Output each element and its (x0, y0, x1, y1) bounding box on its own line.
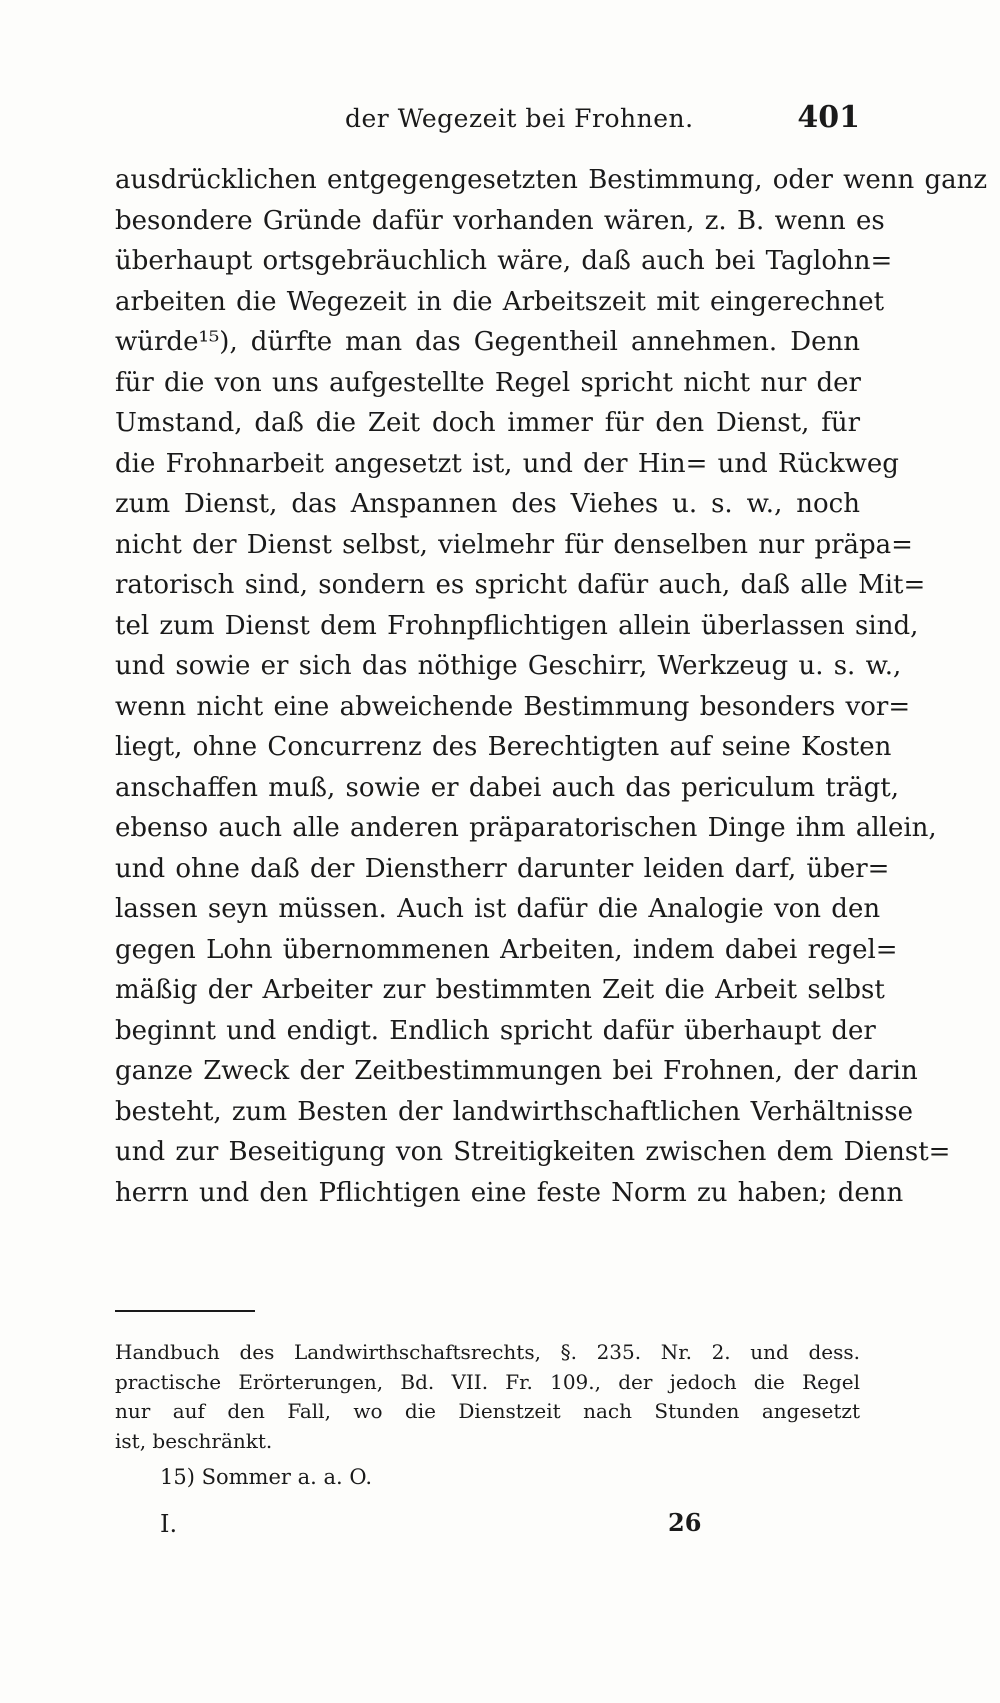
body-line: nicht der Dienst selbst, vielmehr für denselben nur präpa= (115, 529, 913, 560)
body-line: überhaupt ortsgebräuchlich wäre, daß auch bei Taglohn= (115, 246, 893, 276)
body-line: und sowie er sich das nöthige Geschirr, Werkzeug u. s. w., (115, 651, 902, 681)
body-line: mäßig der Arbeiter zur bestimmten Zeit die Arbeit selbst (115, 975, 885, 1005)
body-line: die Frohnarbeit angesetzt ist, und der Hin= und Rückweg (115, 448, 899, 479)
page-header (115, 100, 860, 140)
body-line: gegen Lohn übernommenen Arbeiten, indem dabei regel= (115, 934, 898, 965)
running-head: der Wegezeit bei Frohnen. (345, 104, 694, 133)
footnote-line: ist, beschränkt. (115, 1428, 273, 1453)
body-line: ebenso auch alle anderen präparatorischen Dinge ihm allein, (115, 813, 937, 843)
body-line: Umstand, daß die Zeit doch immer für den Dienst, für (115, 408, 860, 438)
signature-mark: I. (160, 1510, 178, 1538)
footnote-15: 15) Sommer a. a. O. (160, 1465, 372, 1489)
footnote-line: nur auf den Fall, wo die Dienstzeit nach Stunden angesetzt (115, 1399, 860, 1423)
body-text (115, 160, 988, 1213)
body-line: zum Dienst, das Anspannen des Viehes u. s. w., noch (115, 489, 860, 519)
body-line: beginnt und endigt. Endlich spricht dafür überhaupt der (115, 1015, 876, 1046)
body-line: würde¹⁵), dürfte man das Gegentheil annehmen. Denn (115, 327, 860, 357)
body-line: und ohne daß der Dienstherr darunter leiden darf, über= (115, 853, 890, 884)
body-line: besondere Gründe dafür vorhanden wären, z. B. wenn es (115, 205, 885, 236)
body-line: tel zum Dienst dem Frohnpflichtigen allein überlassen sind, (115, 610, 919, 641)
body-line: anschaffen muß, sowie er dabei auch das periculum trägt, (115, 772, 899, 803)
footnote-rule (115, 1310, 255, 1312)
body-line: liegt, ohne Concurrenz des Berechtigten auf seine Kosten (115, 732, 892, 762)
body-line: herrn und den Pflichtigen eine feste Norm zu haben; denn (115, 1177, 904, 1208)
body-line: und zur Beseitigung von Streitigkeiten zwischen dem Dienst= (115, 1137, 951, 1167)
footnote-line: practische Erörterungen, Bd. VII. Fr. 109., der jedoch die Regel (115, 1369, 860, 1394)
body-line: ratorisch sind, sondern es spricht dafür auch, daß alle Mit= (115, 570, 926, 600)
sheet-number: 26 (668, 1508, 702, 1537)
body-line: ausdrücklichen entgegengesetzten Bestimmung, oder wenn ganz (115, 165, 988, 195)
body-line: ganze Zweck der Zeitbestimmungen bei Frohnen, der darin (115, 1056, 918, 1086)
body-line: wenn nicht eine abweichende Bestimmung besonders vor= (115, 691, 911, 722)
body-line: besteht, zum Besten der landwirthschaftlichen Verhältnisse (115, 1096, 913, 1127)
body-line: lassen seyn müssen. Auch ist dafür die Analogie von den (115, 894, 881, 924)
page-number: 401 (797, 100, 860, 135)
body-line: arbeiten die Wegezeit in die Arbeitszeit mit eingerechnet (115, 286, 885, 317)
body-line: für die von uns aufgestellte Regel spricht nicht nur der (115, 367, 861, 398)
footnote-line: Handbuch des Landwirthschaftsrechts, §. 235. Nr. 2. und dess. (115, 1340, 860, 1364)
footnotes (115, 1338, 860, 1494)
